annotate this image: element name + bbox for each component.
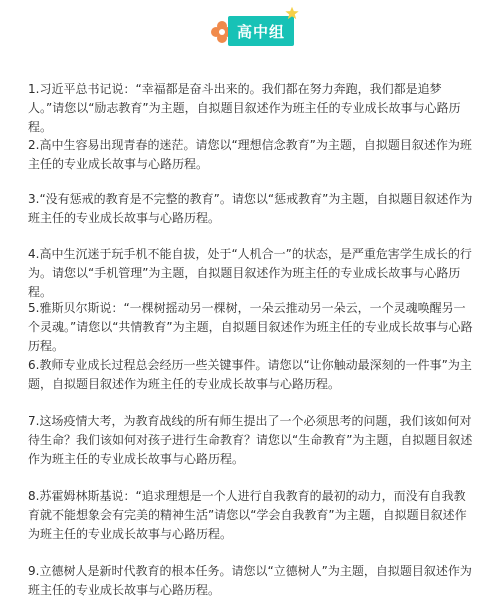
topic-item-3: 3.“没有惩戒的教育是不完整的教育”。请您以“惩戒教育”为主题，自拟题目叙述作为班主任的专业成长故事与心路历程。 bbox=[28, 192, 473, 225]
topic-item-9: 9.立德树人是新时代教育的根本任务。请您以“立德树人”为主题，自拟题目叙述作为班主任的专业成长故事与心路历程。 bbox=[28, 564, 472, 597]
header bbox=[0, 0, 500, 60]
topic-item-2: 2.高中生容易出现青春的迷茫。请您以“理想信念教育”为主题，自拟题目叙述作为班主任的专业成长故事与心路历程。 bbox=[28, 138, 472, 171]
section-badge: 高中组 bbox=[228, 16, 294, 46]
topic-item-7: 7.这场疫情大考，为教育战线的所有师生提出了一个必须思考的问题，我们该如何对待生命？我们该如何对孩子进行生命教育？请您以“生命教育”为主题，自拟题目叙述作为班主任的专业成长故事与心路历程。 bbox=[28, 414, 473, 466]
topic-item-8: 8.苏霍姆林斯基说：“追求理想是一个人进行自我教育的最初的动力，而没有自我教育就不能想象会有完美的精神生活”请您以“学会自我教育”为主题，自拟题目叙述作为班主任的专业成长故事与心路历程。 bbox=[28, 489, 467, 541]
topic-item-4: 4.高中生沉迷于玩手机不能自拔，处于“人机合一”的状态，是严重危害学生成长的行为。请您以“手机管理”为主题，自拟题目叙述作为班主任的专业成长故事与心路历程。 bbox=[28, 247, 472, 299]
star-icon bbox=[285, 6, 299, 20]
topic-item-6: 6.教师专业成长过程总会经历一些关键事件。请您以“让你触动最深刻的一件事”为主题，自拟题目叙述作为班主任的专业成长故事与心路历程。 bbox=[28, 358, 472, 391]
topic-item-5: 5.雅斯贝尔斯说：“一棵树摇动另一棵树，一朵云推动另一朵云，一个灵魂唤醒另一个灵魂。”请您以“共情教育”为主题，自拟题目叙述作为班主任的专业成长故事与心路历程。 bbox=[28, 301, 473, 353]
topic-item-1: 1.习近平总书记说：“幸福都是奋斗出来的。我们都在努力奔跑，我们都是追梦人。”请您以“励志教育”为主题，自拟题目叙述作为班主任的专业成长故事与心路历程。 bbox=[28, 82, 461, 134]
